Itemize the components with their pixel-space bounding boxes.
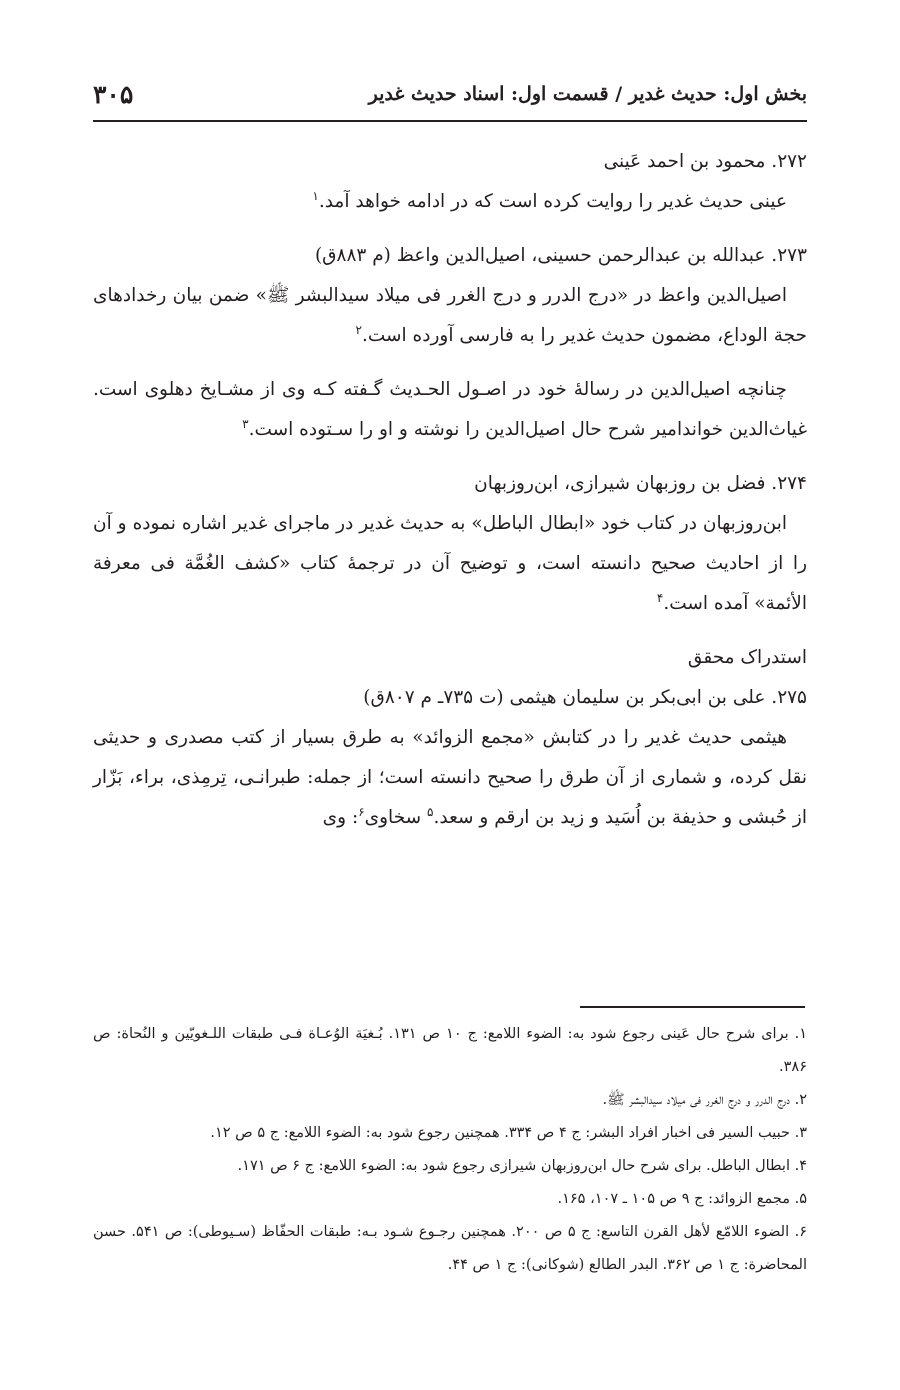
footnote-6: ۶. الضوء اللامّع لأهل القرن التاسع: ج ۵ ص ۲۰۰. همچنین رجـوع شـود بـه: طبقات الحفّاظ (سـیوطی): ص ۵۴۱. حسن المحاضرة: ج ۱ ص ۳۶۲. البدر الطالع (شوکانی): ج ۱ ص ۴۴. <box>93 1224 808 1273</box>
entry-275-end: : وی <box>322 807 359 828</box>
footnote-ref-6: ۶ <box>358 804 365 819</box>
entry-275-paragraph <box>93 718 807 838</box>
entry-273-paragraph <box>93 276 807 356</box>
entry-274-title: ۲۷۴. فضل بن روزبهان شیرازی، ابن‌روزبهان <box>474 473 807 494</box>
page-number: ۳۰۵ <box>93 79 134 109</box>
entry-274-text: ابن‌روزبهان در کتاب خود «ابطال الباطل» به حدیث غدیر در ماجرای غدیر اشاره نموده و آن را از احادیث صحیح دانسته است، و توضیح آن در ترجمهٔ کتاب «کشف الغُمَّة فی معرفة الأئمة» آمده است. <box>93 513 807 614</box>
entry-273-text-2: چنانچه اصیل‌الدین در رسالهٔ خود در اصـول الحـدیث گـفته کـه وی از مشـایخ دهلوی است. غیاث‌الدین خواندامیر شرح حال اصیل‌الدین را نوشته و او را سـتوده است. <box>93 379 807 440</box>
entry-273-paragraph-2 <box>93 370 807 450</box>
entry-275-title: ۲۷۵. علی بن ابی‌بکر بن سلیمان هیثمی (ت ۷۳۵ـ م ۸۰۷ق) <box>363 687 807 708</box>
section-heading: استدراک محقق <box>687 647 807 668</box>
footnote-ref-1: ۱ <box>312 188 319 203</box>
entry-273-title: ۲۷۳. عبدالله بن عبدالرحمن حسینی، اصیل‌الدین واعظ (م ۸۸۳ق) <box>314 245 807 266</box>
page-header <box>93 68 807 122</box>
footnote-divider <box>580 1006 805 1008</box>
entry-272-paragraph <box>93 182 807 222</box>
entry-274-paragraph <box>93 504 807 624</box>
footnote-1: ۱. برای شرح حال عَینی رجوع شود به: الضوء اللامع: ج ۱۰ ص ۱۳۱. بُـغیَة الوُعـاة فـی طبقات اللـغویّین و النُحاة: ص ۳۸۶. <box>93 1026 807 1075</box>
entry-275-text: هیثمی حدیث غدیر را در کتابش «مجمع الزوائد» به طرق بسیار از کتب مصدری و حدیثی نقل کرده، و شماری از آن طرق را صحیح دانسته است؛ از جمله: طبرانـی، تِرمِذی، براء، بَزّار از حُبشی و حذیفة بن اُسَید و زید بن ارقم و سعد. <box>93 727 807 828</box>
body-text <box>93 142 807 838</box>
footnote-5: ۵. مجمع الزوائد: ج ۹ ص ۱۰۵ ـ ۱۰۷، ۱۶۵. <box>557 1191 807 1207</box>
entry-272-text: عینی حدیث غدیر را روایت کرده است که در ادامه خواهد آمد. <box>318 191 787 212</box>
footnotes <box>93 1018 807 1282</box>
entry-272-title: ۲۷۲. محمود بن احمد عَینی <box>603 151 807 172</box>
footnote-2: ۲. درج الدرر و درج الغرر فی میلاد سیدالبشر ﷺ. <box>602 1092 807 1108</box>
running-title: بخش اول: حدیث غدیر / قسمت اول: اسناد حدیث غدیر <box>368 83 807 105</box>
footnote-4: ۴. ابطال الباطل. برای شرح حال ابن‌روزبهان شیرازی رجوع شود به: الضوء اللامع: ج ۶ ص ۱۷۱. <box>237 1158 807 1174</box>
entry-275-tail: سخاوی <box>364 807 422 828</box>
footnote-ref-2: ۲ <box>355 322 362 337</box>
entry-273-text: اصیل‌الدین واعظ در «درج الدرر و درج الغرر فی میلاد سیدالبشر ﷺ» ضمن بیان رخدادهای حجة الوداع، مضمون حدیث غدیر را به فارسی آورده است. <box>93 285 807 346</box>
footnote-3: ۳. حبیب السیر فی اخبار افراد البشر: ج ۴ ص ۳۳۴. همچنین رجوع شود به: الضوء اللامع: ج ۵ ص ۱۲. <box>210 1125 807 1141</box>
footnote-ref-5: ۵ <box>427 804 434 819</box>
footnote-ref-3: ۳ <box>242 416 249 431</box>
footnote-ref-4: ۴ <box>656 590 664 605</box>
